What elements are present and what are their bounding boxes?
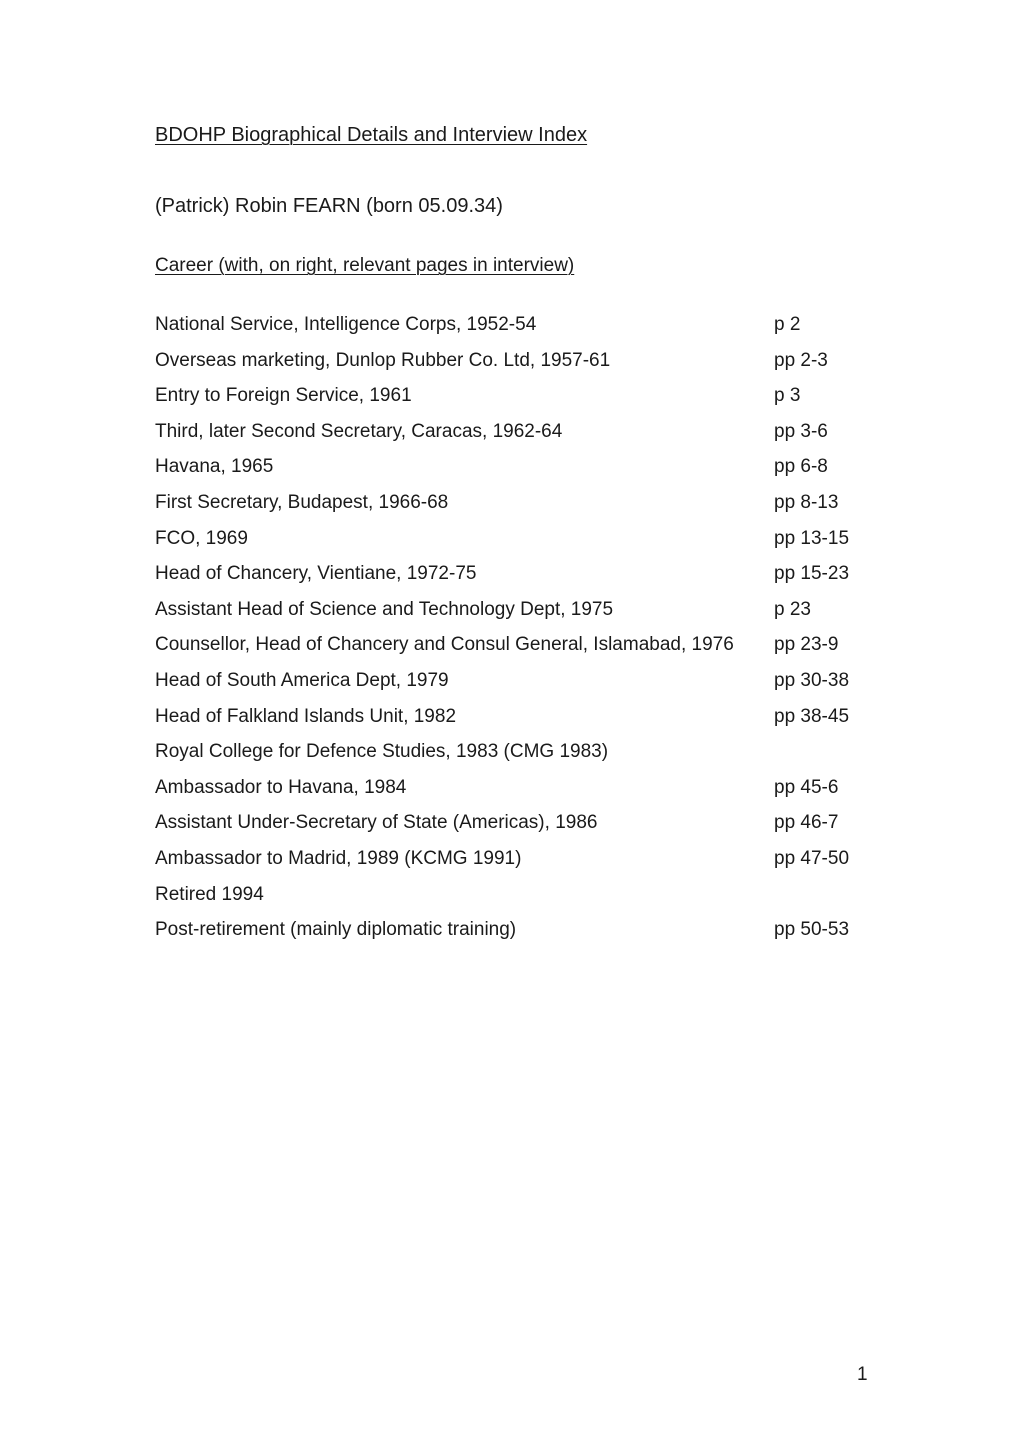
career-row	[155, 384, 875, 420]
career-pages: pp 23-9	[774, 634, 839, 656]
career-role: Royal College for Defence Studies, 1983 (CMG 1983)	[155, 741, 609, 763]
career-role: Head of Chancery, Vientiane, 1972-75	[155, 563, 477, 585]
career-role: First Secretary, Budapest, 1966-68	[155, 491, 449, 513]
career-heading: Career (with, on right, relevant pages in interview)	[155, 255, 575, 276]
career-pages: pp 47-50	[774, 847, 850, 869]
career-pages: pp 46-7	[774, 812, 839, 834]
career-row	[155, 491, 875, 527]
career-pages: pp 13-15	[774, 527, 850, 549]
career-role: Post-retirement (mainly diplomatic training)	[155, 919, 517, 941]
career-row	[155, 562, 875, 598]
career-row	[155, 811, 875, 847]
career-row	[155, 776, 875, 812]
career-role: Assistant Under-Secretary of State (Americas), 1986	[155, 812, 598, 834]
career-role: National Service, Intelligence Corps, 1952-54	[155, 314, 537, 335]
career-row	[155, 705, 875, 741]
career-pages: pp 3-6	[774, 420, 828, 442]
career-row	[155, 740, 875, 776]
career-pages: pp 30-38	[774, 669, 850, 691]
career-row	[155, 918, 875, 954]
career-role: Ambassador to Havana, 1984	[155, 776, 407, 798]
career-row	[155, 847, 875, 883]
page-number: 1	[857, 1364, 868, 1385]
career-role: Entry to Foreign Service, 1961	[155, 385, 412, 407]
document-title: BDOHP Biographical Details and Interview Index	[155, 124, 588, 146]
career-role: Head of South America Dept, 1979	[155, 669, 449, 691]
career-row	[155, 455, 875, 491]
career-row	[155, 527, 875, 563]
career-list	[155, 313, 875, 954]
career-pages: pp 2-3	[774, 349, 828, 371]
career-pages: p 3	[774, 385, 801, 407]
career-pages: pp 8-13	[774, 491, 839, 513]
career-row	[155, 669, 875, 705]
career-pages: pp 15-23	[774, 563, 850, 585]
career-row	[155, 883, 875, 919]
career-role: Counsellor, Head of Chancery and Consul General, Islamabad, 1976	[155, 634, 734, 656]
career-role: Ambassador to Madrid, 1989 (KCMG 1991)	[155, 847, 522, 869]
career-row	[155, 598, 875, 634]
career-pages: pp 50-53	[774, 919, 850, 941]
career-pages: pp 45-6	[774, 776, 839, 798]
career-role: Head of Falkland Islands Unit, 1982	[155, 705, 457, 727]
career-row	[155, 313, 875, 349]
career-pages: p 2	[774, 314, 801, 335]
career-row	[155, 633, 875, 669]
career-role: Assistant Head of Science and Technology Dept, 1975	[155, 598, 614, 620]
career-pages: p 23	[774, 598, 811, 620]
career-row	[155, 349, 875, 385]
career-role: Havana, 1965	[155, 456, 274, 478]
career-role: Third, later Second Secretary, Caracas, 1962-64	[155, 420, 563, 442]
subject-name: (Patrick) Robin FEARN (born 05.09.34)	[155, 195, 503, 217]
career-pages: pp 6-8	[774, 456, 828, 478]
career-role: FCO, 1969	[155, 527, 248, 549]
career-row	[155, 420, 875, 456]
career-role: Overseas marketing, Dunlop Rubber Co. Ltd, 1957-61	[155, 349, 611, 371]
career-pages: pp 38-45	[774, 705, 850, 727]
career-role: Retired 1994	[155, 883, 264, 905]
